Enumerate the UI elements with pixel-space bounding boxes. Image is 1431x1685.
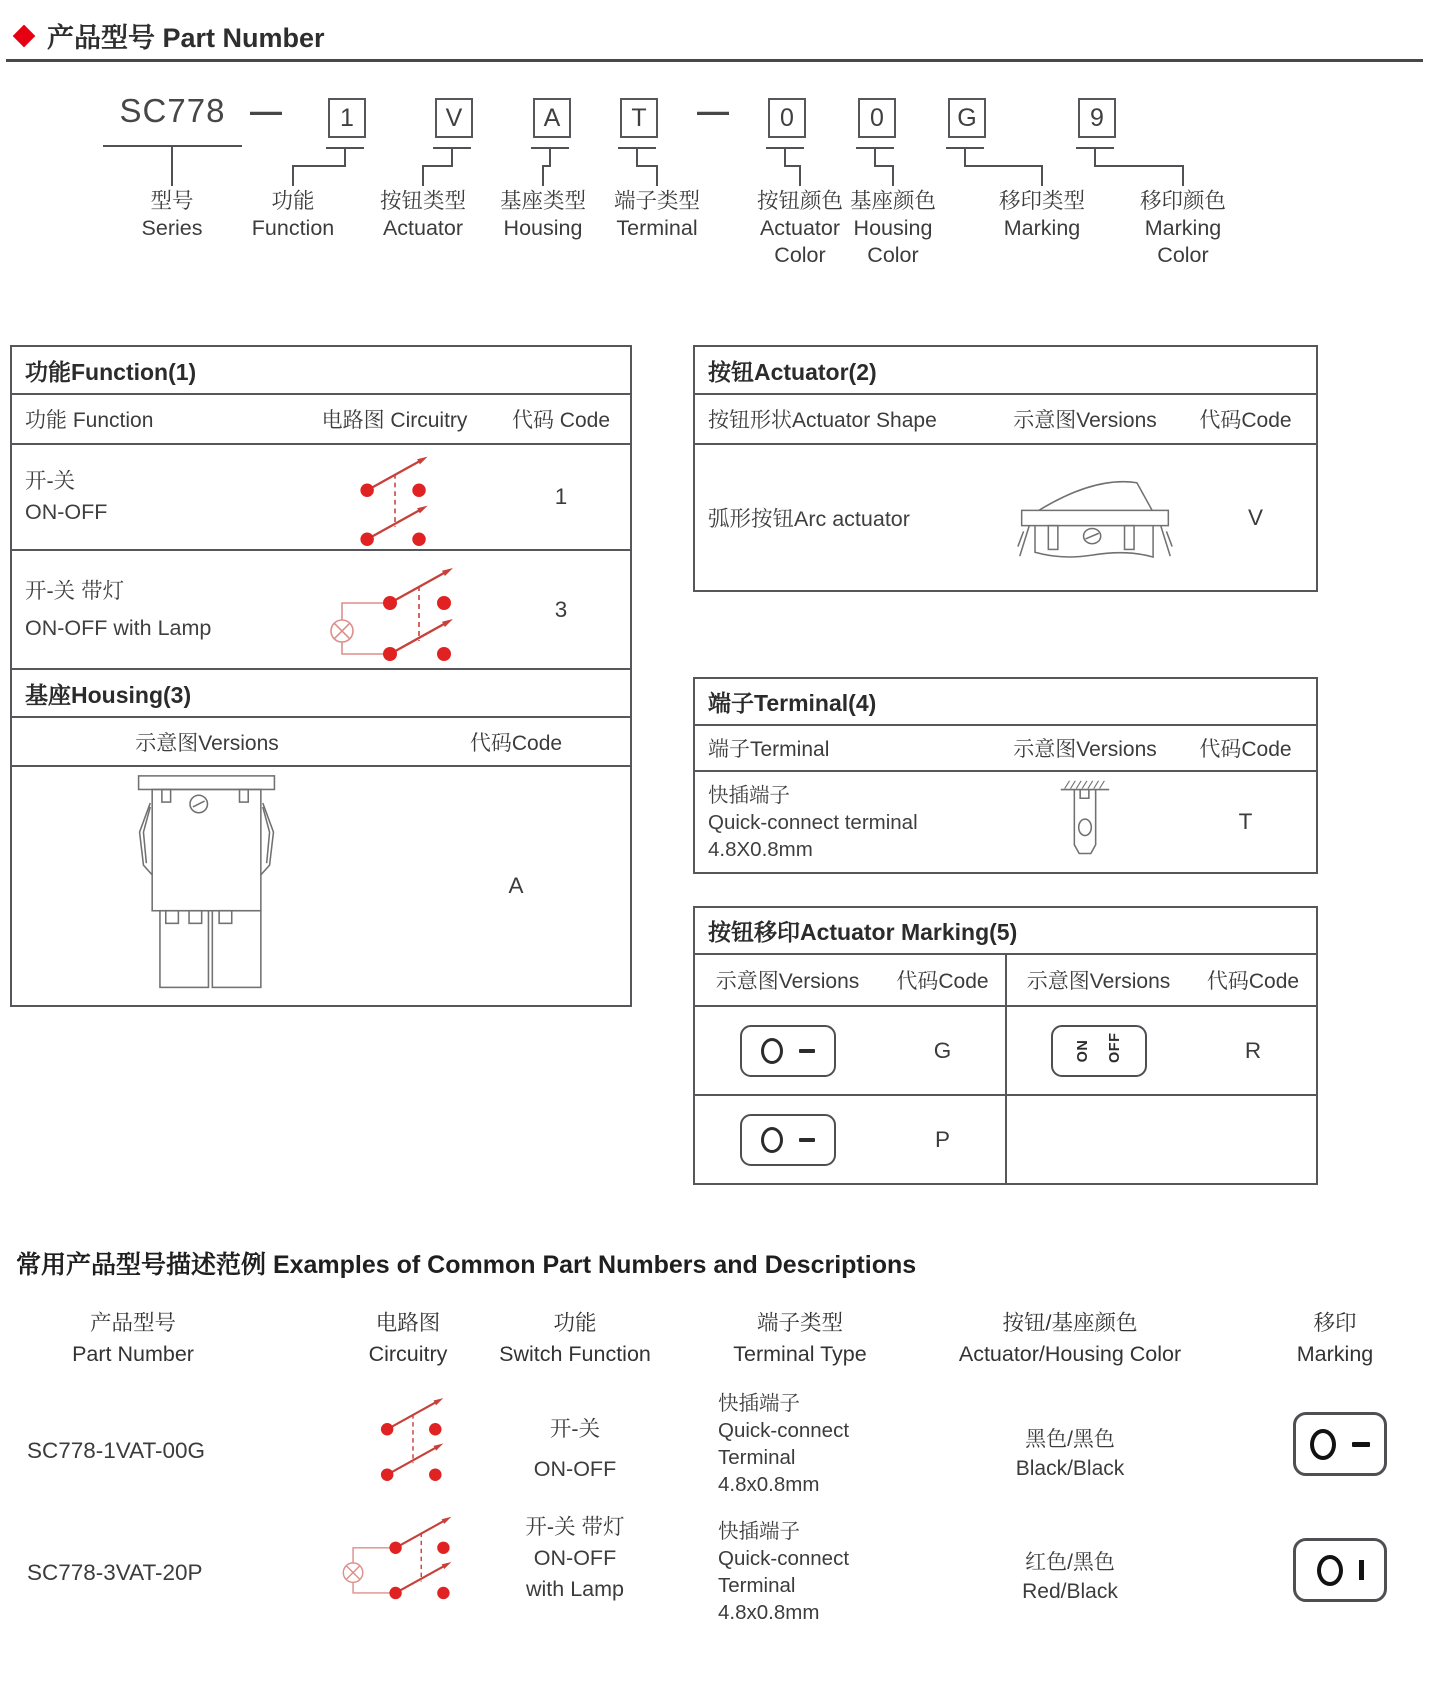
switch-function: 开-关 带灯 ON-OFF with Lamp bbox=[525, 1515, 625, 1601]
col-versions: 示意图Versions bbox=[1013, 738, 1157, 761]
marking-circle-dash-icon bbox=[740, 1114, 836, 1166]
function-name-en: ON-OFF bbox=[25, 500, 108, 524]
label-function: 功能 Function bbox=[251, 189, 335, 240]
terminal-name-en: Quick-connect terminal bbox=[708, 810, 918, 834]
code-box-terminal: T bbox=[620, 98, 658, 138]
table-row bbox=[695, 445, 1316, 590]
actuator-table bbox=[693, 345, 1318, 592]
function-table-title: 功能Function(1) bbox=[12, 347, 630, 395]
circuit-on-off-icon bbox=[349, 448, 441, 546]
marking-circle-dash-icon bbox=[740, 1025, 836, 1077]
housing-table bbox=[10, 668, 632, 1007]
table-row bbox=[695, 1007, 1316, 1096]
housing-code: A bbox=[508, 873, 524, 898]
function-name-en: ON-OFF with Lamp bbox=[25, 616, 212, 640]
examples-col-part-number: 产品型号 Part Number bbox=[72, 1311, 194, 1366]
separator-dash: — bbox=[697, 93, 729, 129]
page-title: 产品型号 Part Number bbox=[47, 23, 325, 53]
part-number-value: SC778-3VAT-20P bbox=[27, 1560, 203, 1585]
terminal-table bbox=[693, 677, 1318, 874]
actuator-housing-color: 红色/黑色 Red/Black bbox=[1022, 1551, 1118, 1603]
actuator-housing-color: 黑色/黑色 Black/Black bbox=[1015, 1428, 1125, 1480]
marking-circle-bar-icon bbox=[1293, 1538, 1387, 1602]
label-housing: 基座类型 Housing bbox=[499, 189, 586, 240]
col-versions: 示意图Versions bbox=[1013, 409, 1157, 432]
quick-connect-terminal-icon bbox=[1054, 776, 1116, 868]
off-label: OFF bbox=[1106, 1032, 1123, 1063]
actuator-table-header bbox=[695, 395, 1316, 445]
col-code: 代码Code bbox=[1199, 738, 1292, 761]
label-actuator-color: 按钮颜色 Actuator Color bbox=[756, 189, 843, 267]
part-number-value: SC778-1VAT-00G bbox=[27, 1438, 206, 1463]
rocker-side-view-icon bbox=[995, 469, 1195, 567]
function-table-header bbox=[12, 395, 630, 445]
actuator-code: V bbox=[1247, 504, 1263, 530]
function-table bbox=[10, 345, 632, 671]
label-actuator: 按钮类型 Actuator bbox=[379, 189, 466, 240]
label-housing-color: 基座颜色 Housing Color bbox=[849, 189, 936, 267]
examples-title: 常用产品型号描述范例 Examples of Common Part Numbers and Descriptions bbox=[16, 1251, 917, 1279]
on-label: ON bbox=[1074, 1039, 1091, 1062]
marking-code: P bbox=[934, 1126, 950, 1152]
function-code: 3 bbox=[554, 597, 568, 622]
table-row bbox=[12, 767, 630, 1005]
terminal-code: T bbox=[1238, 809, 1253, 834]
examples-col-function: 功能 Switch Function bbox=[499, 1311, 651, 1366]
part-number-diagram bbox=[0, 82, 1431, 317]
circuit-on-off-icon bbox=[372, 1388, 454, 1483]
table-row bbox=[695, 772, 1316, 872]
label-marking: 移印类型 Marking bbox=[998, 189, 1085, 240]
terminal-size: 4.8X0.8mm bbox=[708, 837, 813, 861]
examples-col-marking: 移印 Marking bbox=[1296, 1311, 1374, 1366]
code-box-marking-color: 9 bbox=[1078, 98, 1116, 138]
examples-col-terminal-type: 端子类型 Terminal Type bbox=[733, 1311, 867, 1366]
col-actuator-shape: 按钮形状Actuator Shape bbox=[708, 409, 937, 432]
examples-col-color: 按钮/基座颜色 Actuator/Housing Color bbox=[958, 1311, 1182, 1366]
marking-circle-dash-icon bbox=[1293, 1412, 1387, 1476]
col-function: 功能 Function bbox=[25, 409, 154, 432]
code-box-housing-color: 0 bbox=[858, 98, 896, 138]
diamond-bullet-icon bbox=[13, 24, 36, 47]
col-versions: 示意图Versions bbox=[1005, 955, 1190, 1005]
marking-table bbox=[693, 906, 1318, 1185]
table-row bbox=[12, 445, 630, 551]
marking-on-off-icon bbox=[1051, 1025, 1147, 1077]
terminal-table-title: 端子Terminal(4) bbox=[695, 679, 1316, 726]
label-series: 型号 Series bbox=[141, 189, 203, 240]
housing-table-header bbox=[12, 718, 630, 767]
col-versions: 示意图Versions bbox=[715, 970, 860, 993]
col-code: 代码Code bbox=[469, 731, 563, 755]
housing-front-view-icon bbox=[123, 772, 291, 1000]
col-code: 代码Code bbox=[1199, 409, 1292, 432]
col-code: 代码Code bbox=[1206, 970, 1300, 993]
circuit-on-off-lamp-icon bbox=[325, 559, 465, 661]
col-terminal: 端子Terminal bbox=[708, 738, 830, 761]
terminal-type: 快插端子 Quick-connect Terminal 4.8x0.8mm bbox=[718, 1392, 850, 1496]
separator-dash: — bbox=[250, 93, 282, 129]
function-name-cn: 开-关 bbox=[25, 469, 76, 493]
code-box-actuator-color: 0 bbox=[768, 98, 806, 138]
housing-table-title: 基座Housing(3) bbox=[12, 670, 630, 718]
marking-table-header bbox=[695, 955, 1316, 1007]
header-divider bbox=[6, 59, 1423, 62]
col-versions: 示意图Versions bbox=[135, 731, 279, 755]
code-box-actuator: V bbox=[435, 98, 473, 138]
function-code: 1 bbox=[554, 484, 568, 509]
col-circuitry: 电路图 Circuitry bbox=[321, 409, 468, 432]
actuator-table-title: 按钮Actuator(2) bbox=[695, 347, 1316, 395]
marking-code: R bbox=[1244, 1037, 1262, 1063]
section-header bbox=[16, 16, 325, 55]
function-name-cn: 开-关 带灯 bbox=[25, 579, 125, 603]
label-terminal: 端子类型 Terminal bbox=[613, 189, 700, 240]
examples-col-circuitry: 电路图 Circuitry bbox=[368, 1311, 448, 1366]
terminal-table-header bbox=[695, 726, 1316, 772]
code-box-marking: G bbox=[948, 98, 986, 138]
terminal-name-cn: 快插端子 bbox=[708, 783, 790, 807]
circuit-on-off-lamp-icon bbox=[338, 1508, 462, 1600]
table-row bbox=[695, 1096, 1316, 1183]
col-code: 代码 Code bbox=[511, 409, 611, 432]
code-box-function: 1 bbox=[328, 98, 366, 138]
table-row bbox=[12, 551, 630, 669]
label-marking-color: 移印颜色 Marking Color bbox=[1139, 189, 1226, 267]
marking-code: G bbox=[933, 1037, 952, 1063]
actuator-shape-label: 弧形按钮Arc actuator bbox=[708, 507, 910, 531]
terminal-type: 快插端子 Quick-connect Terminal 4.8x0.8mm bbox=[718, 1520, 850, 1624]
col-code: 代码Code bbox=[896, 970, 989, 993]
marking-table-title: 按钮移印Actuator Marking(5) bbox=[695, 908, 1316, 955]
switch-function: 开-关 ON-OFF bbox=[533, 1417, 617, 1481]
series-value: SC778 bbox=[119, 92, 226, 129]
code-box-housing: A bbox=[533, 98, 571, 138]
